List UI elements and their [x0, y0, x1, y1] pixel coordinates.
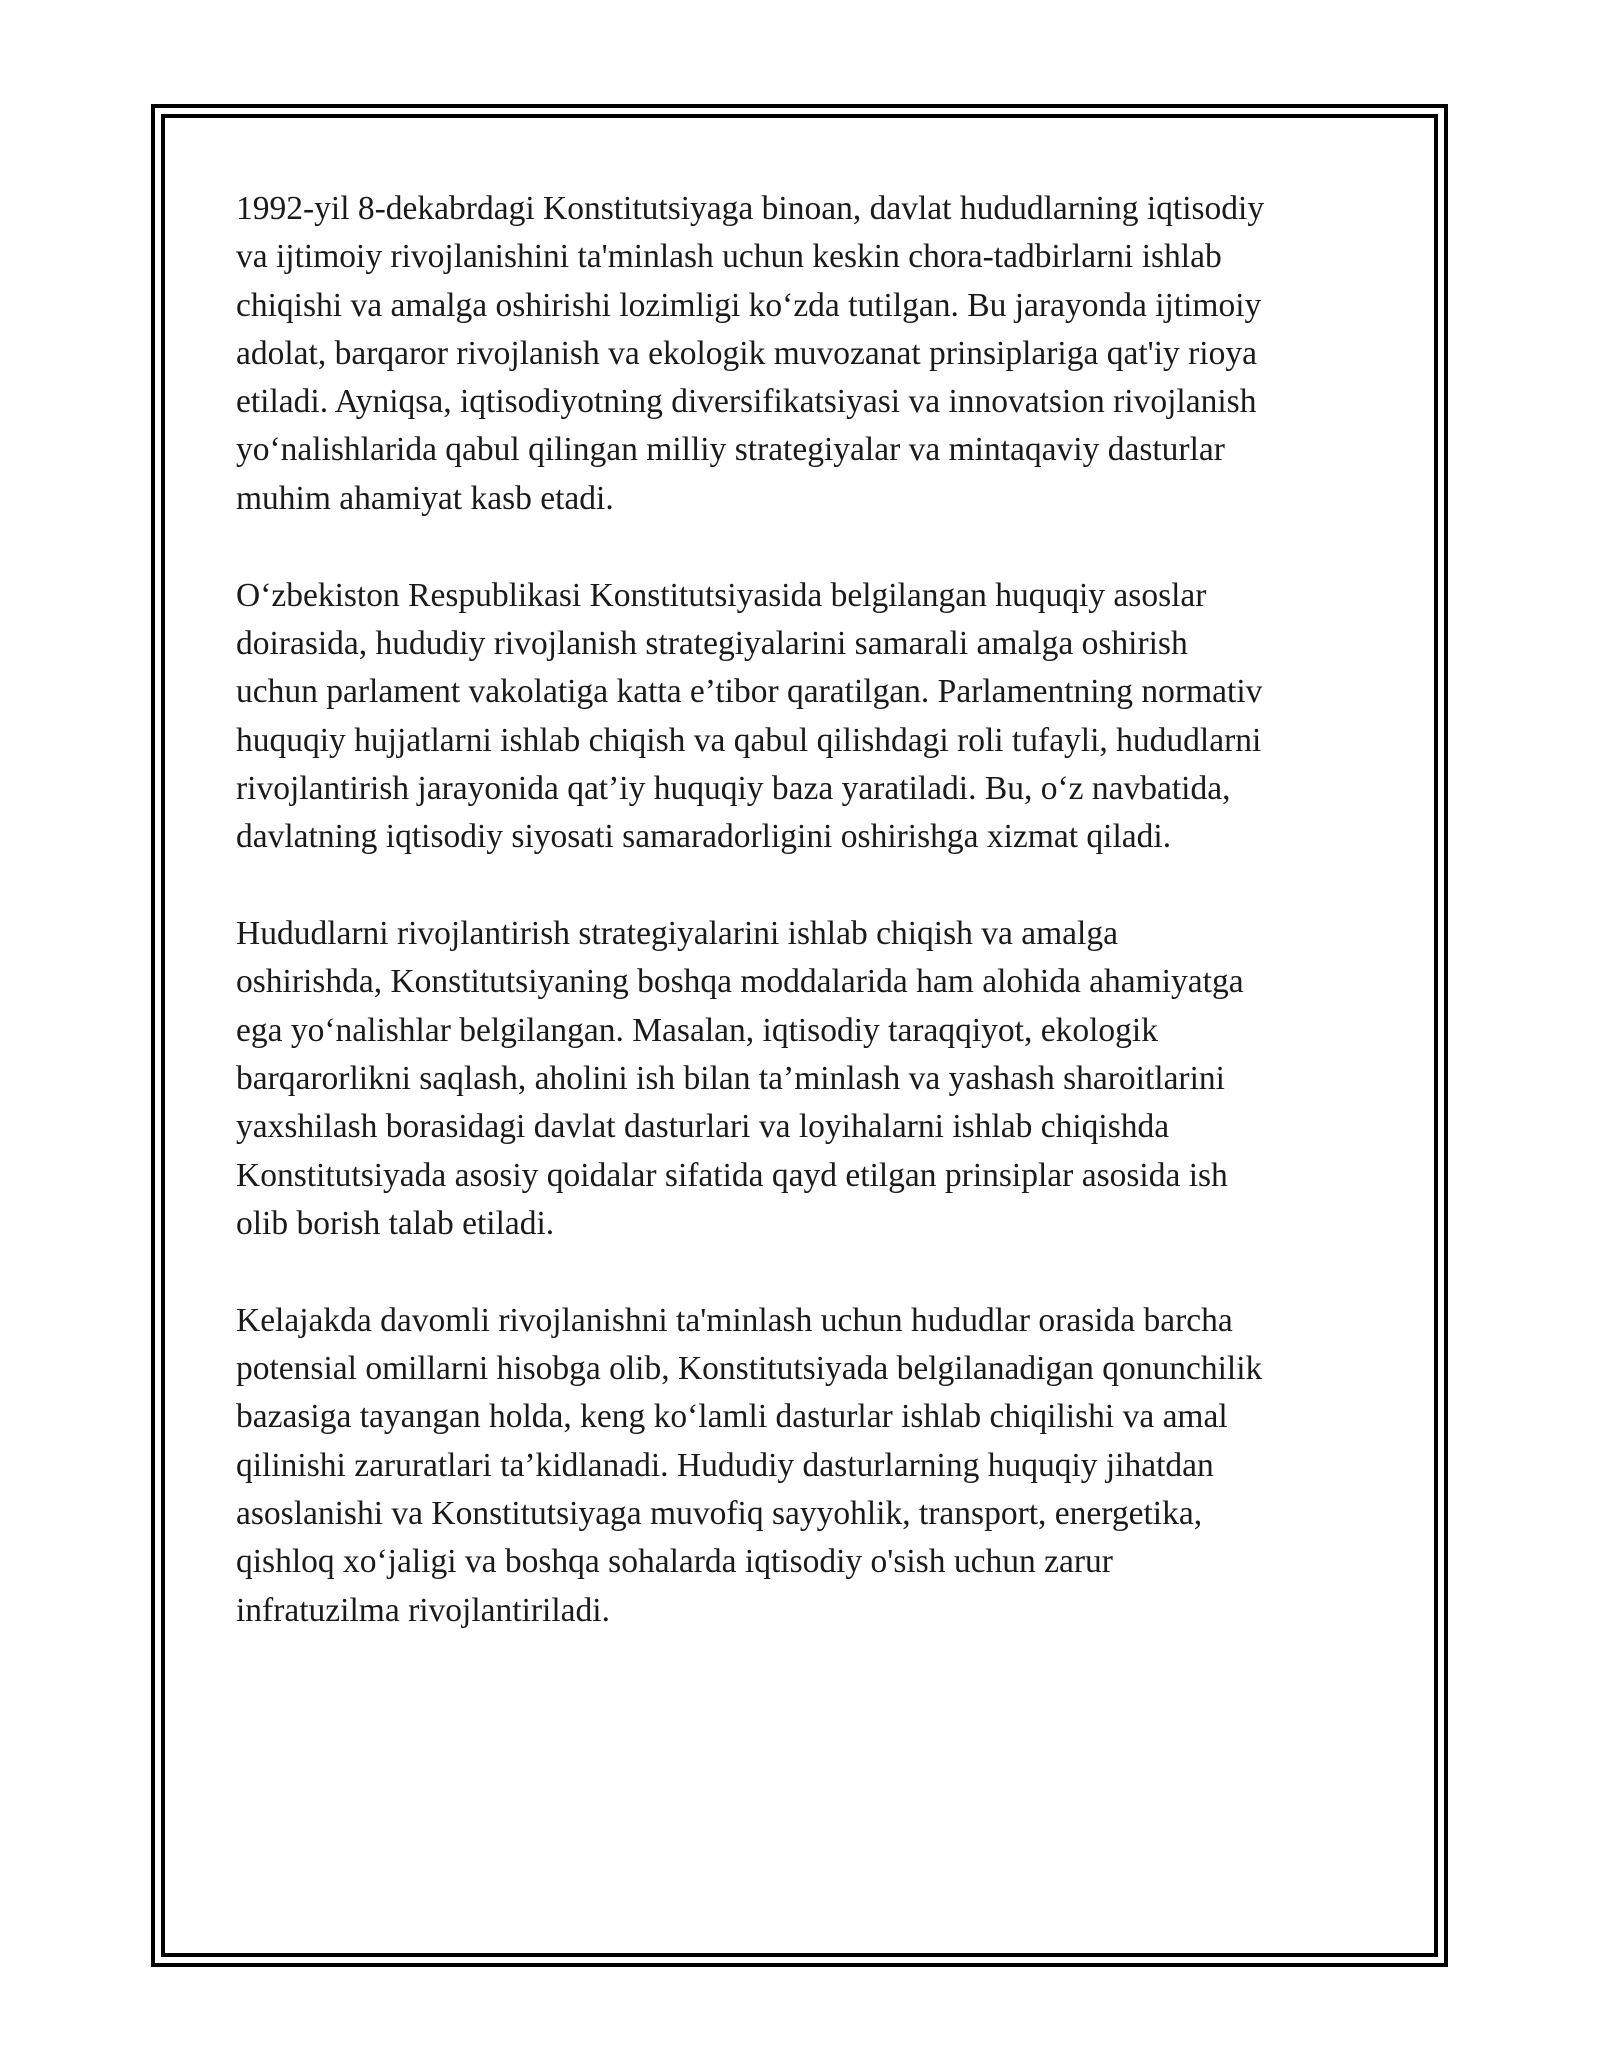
paragraph-3: Hududlarni rivojlantirish strategiyalarini ishlab chiqish va amalga oshirishda, Konstitutsiyaning boshqa moddalarida ham alohida ahamiyatga ega yo‘nalishlar belgilangan. Masalan, iqtisodiy taraqqiyot, ekologik barqarorlikni saqlash, aholini ish bilan ta’minlash va yashash sharoitlarini yaxshilash borasidagi davlat dasturlari va loyihalarni ishlab chiqishda Konstitutsiyada asosiy qoidalar sifatida qayd etilgan prinsiplar asosida ish olib borish talab etiladi.: [236, 915, 1244, 1242]
paragraph-2: O‘zbekiston Respublikasi Konstitutsiyasida belgilangan huquqiy asoslar doirasida, hududiy rivojlanish strategiyalarini samarali amalga oshirish uchun parlament vakolatiga katta e’tibor qaratilgan. Parlamentning normativ huquqiy hujjatlarni ishlab chiqish va qabul qilishdagi roli tufayli, hududlarni rivojlantirish jarayonida qat’iy huquqiy baza yaratiladi. Bu, o‘z navbatida, davlatning iqtisodiy siyosati samaradorligini oshirishga xizmat qiladi.: [236, 576, 1263, 856]
paragraph-4: Kelajakda davomli rivojlanishni ta'minlash uchun hududlar orasida barcha potensial omillarni hisobga olib, Konstitutsiyada belgilanadigan qonunchilik bazasiga tayangan holda, keng ko‘lamli dasturlar ishlab chiqilishi va amal qilinishi zaruratlari ta’kidlanadi. Hududiy dasturlarning huquqiy jihatdan asoslanishi va Konstitutsiyaga muvofiq sayyohlik, transport, energetika, qishloq xo‘jaligi va boshqa sohalarda iqtisodiy o'sish uchun zarur infratuzilma rivojlantiriladi.: [236, 1301, 1263, 1629]
document-body: [236, 185, 1371, 1683]
paragraph-1: 1992-yil 8-dekabrdagi Konstitutsiyaga binoan, davlat hududlarning iqtisodiy va ijtimoiy rivojlanishini ta'minlash uchun keskin chora-tadbirlarni ishlab chiqishi va amalga oshirishi lozimligi ko‘zda tutilgan. Bu jarayonda ijtimoiy adolat, barqaror rivojlanish va ekologik muvozanat prinsiplariga qat'iy rioya etiladi. Ayniqsa, iqtisodiyotning diversifikatsiyasi va innovatsion rivojlanish yo‘nalishlarida qabul qilingan milliy strategiyalar va mintaqaviy dasturlar muhim ahamiyat kasb etadi.: [236, 190, 1265, 517]
